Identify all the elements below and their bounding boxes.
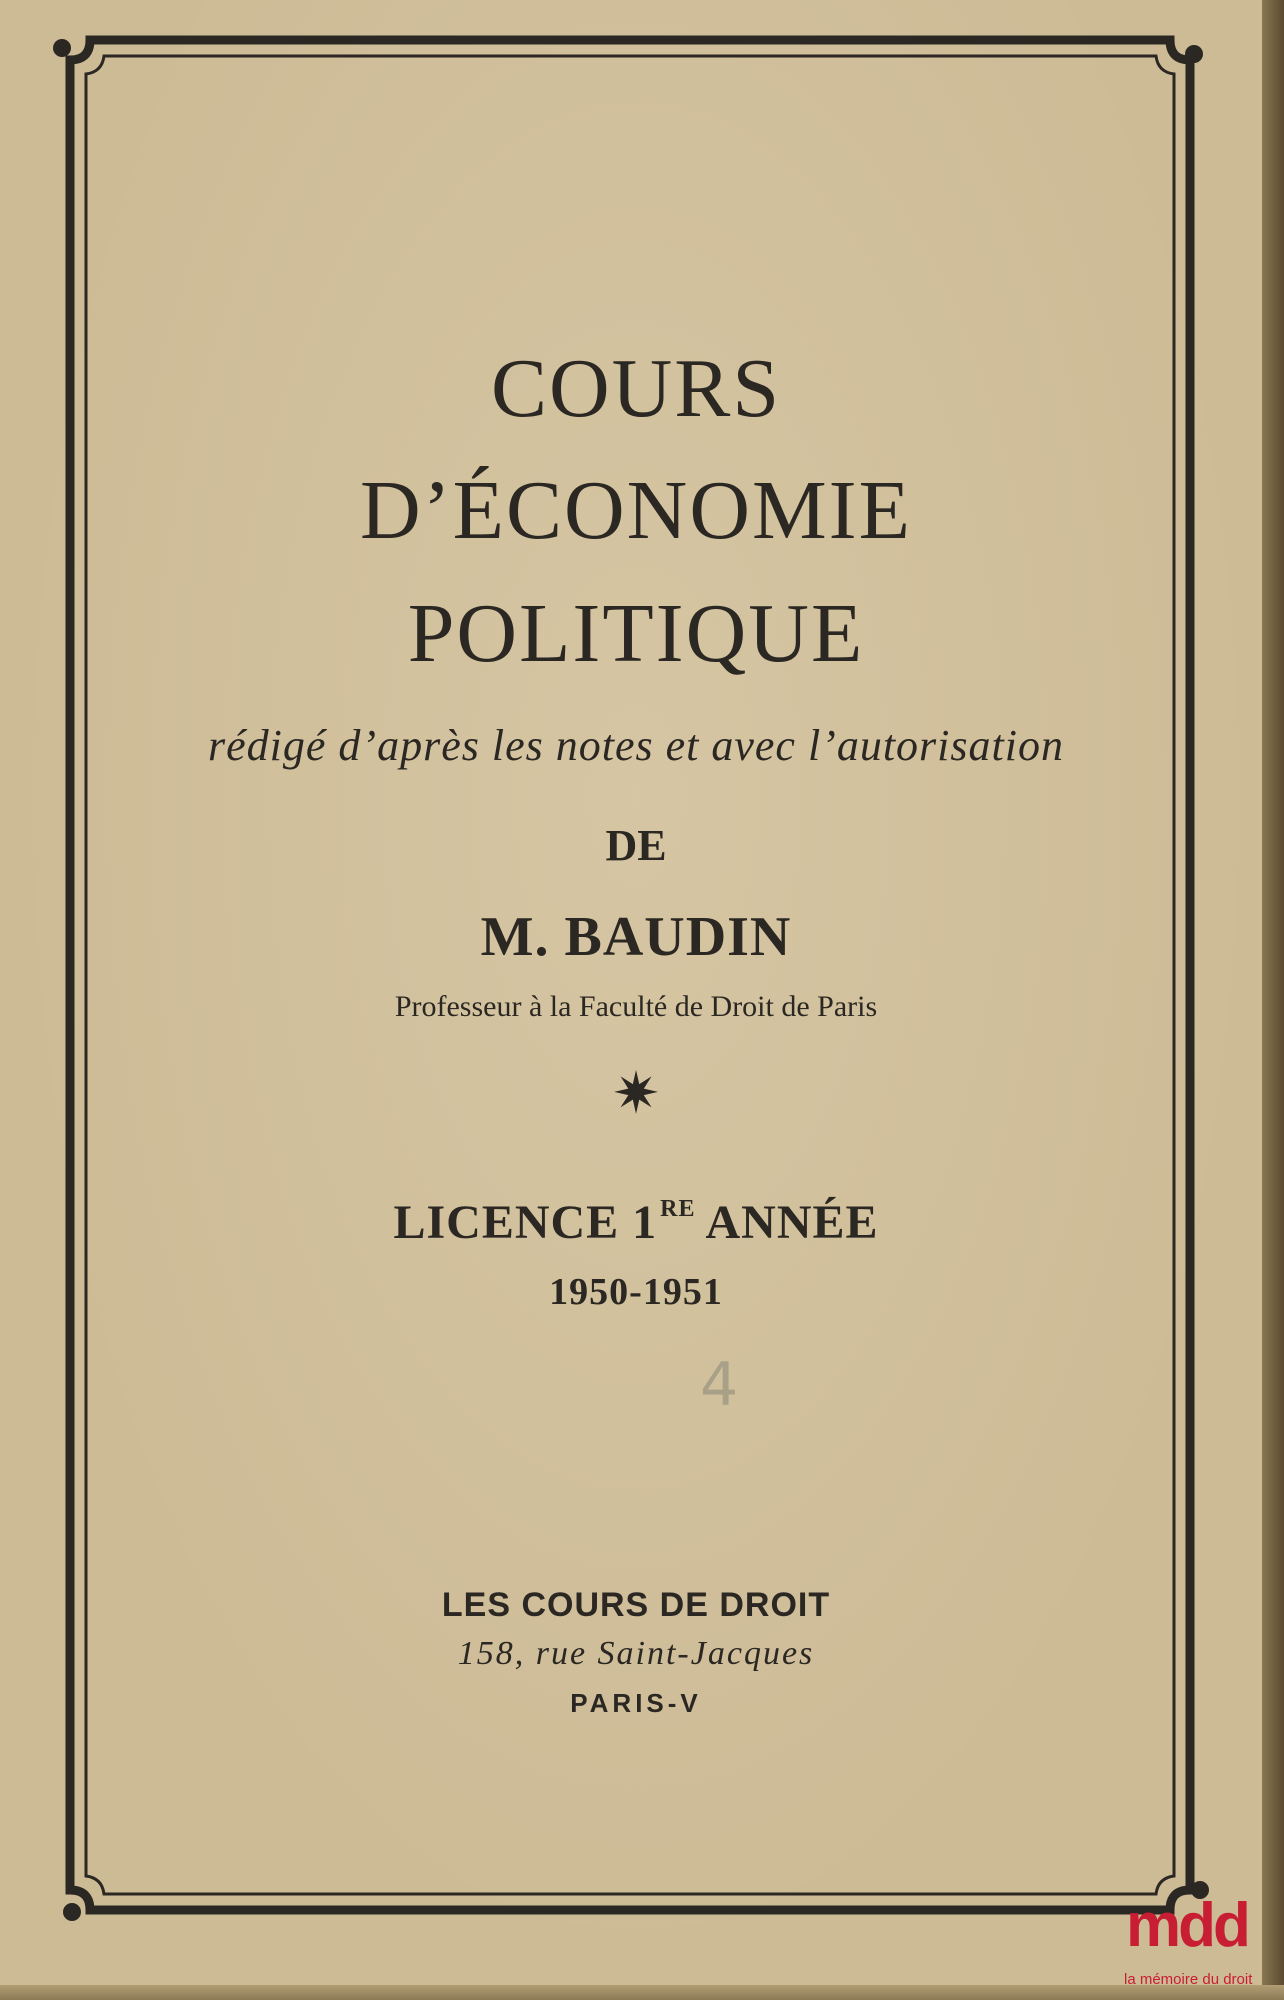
title-line-economie: D’ÉCONOMIE [360,464,912,557]
handwritten-annotation: 4 [700,1350,739,1420]
level-rest: ANNÉE [705,1196,879,1249]
level-main: LICENCE 1 [393,1196,658,1249]
corner-ornament [63,1903,81,1921]
star-ornament-icon: ✷ [611,1061,661,1126]
subtitle: rédigé d’après les notes et avec l’autorisation [208,721,1064,770]
author-affiliation: Professeur à la Faculté de Droit de Paris [394,990,878,1023]
logo-mark: mdd [1126,1891,1248,1960]
corner-ornament [53,39,71,57]
publisher-address: 158, rue Saint-Jacques [457,1635,815,1672]
corner-ornament [1185,45,1203,63]
title-line-cours: COURS [490,342,782,435]
publisher-name: LES COURS DE DROIT [441,1586,831,1624]
level-superscript: RE [660,1196,696,1222]
title-line-politique: POLITIQUE [407,587,865,680]
course-level [56,1195,1216,1250]
academic-years: 1950-1951 [549,1271,723,1313]
mdd-watermark-logo [1124,1891,1284,2000]
author-name: M. BAUDIN [480,906,792,968]
connector-de: DE [605,821,667,870]
logo-tagline: la mémoire du droit [1124,1971,1253,1988]
publisher-city: PARIS-V [570,1688,702,1718]
